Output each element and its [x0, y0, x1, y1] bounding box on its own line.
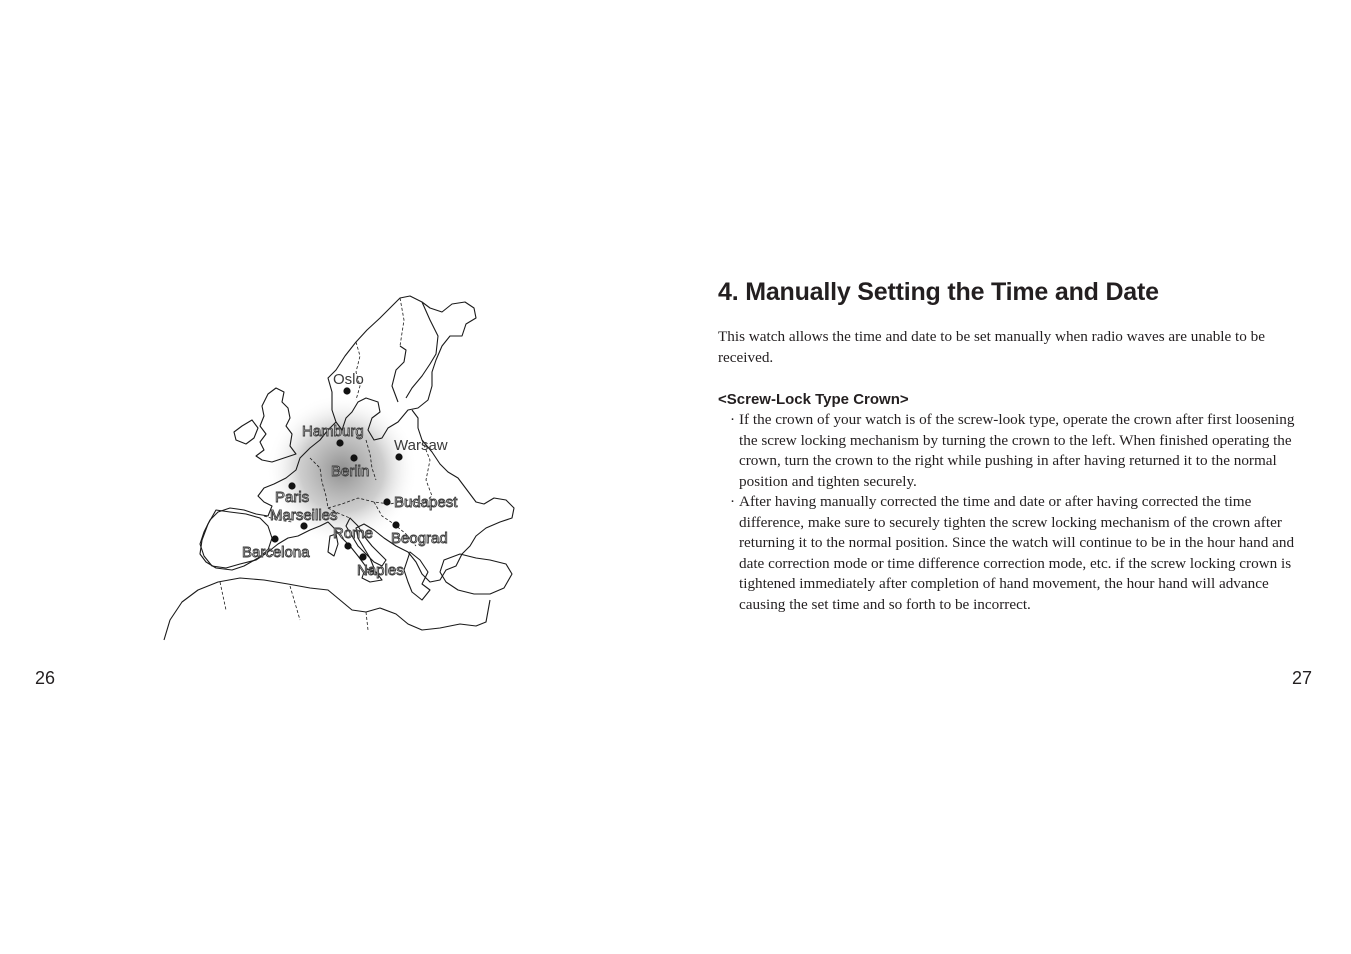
- turkey-outline: [440, 554, 512, 594]
- list-item: [718, 492, 1306, 615]
- city-dot-hamburg: [336, 439, 343, 446]
- africa-outline: [164, 578, 490, 640]
- manual-setting-section: [718, 274, 1306, 615]
- city-label-paris: Paris: [275, 489, 310, 506]
- iberia-outline: [200, 510, 272, 570]
- page-number-left: 26: [35, 668, 56, 688]
- city-label-hamburg: Hamburg: [302, 423, 364, 440]
- city-label-budapest: Budapest: [394, 494, 458, 511]
- city-label-berlin: Berlin: [331, 463, 370, 480]
- border-africa: [220, 582, 368, 630]
- bullet-mark: ·: [730, 411, 736, 428]
- intro-paragraph: This watch allows the time and date to be set manually when radio waves are unable to be received.: [718, 328, 1265, 366]
- ireland-outline: [234, 420, 258, 444]
- city-dot-rome: [344, 542, 351, 549]
- city-label-oslo: Oslo: [333, 371, 364, 388]
- city-dot-barcelona: [271, 535, 278, 542]
- border-sweden-finland: [400, 298, 404, 346]
- finland-outline: [392, 302, 438, 402]
- list-item: [718, 410, 1306, 492]
- city-dot-berlin: [350, 454, 357, 461]
- city-label-naples: Naples: [357, 562, 404, 579]
- instruction-text: After having manually corrected the time and date or after having corrected the time difference, make sure to securely tighten the screw locking mechanism of the crown after returning it to the normal position. Since the watch will continue to be in the hour hand and date correction mode or time difference correction mode, etc. if the screw locking crown is tightened immediately after completion of hand movement, the hour hand will advance causing the set time and so forth to be incorrect.: [739, 493, 1295, 613]
- screw-lock-subheading: <Screw-Lock Type Crown>: [718, 391, 909, 408]
- city-dot-budapest: [383, 498, 390, 505]
- greece-outline: [404, 552, 430, 600]
- city-label-rome: Rome: [333, 525, 374, 542]
- city-label-beograd: Beograd: [391, 530, 448, 547]
- instruction-text: If the crown of your watch is of the screw-look type, operate the crown after first loosening the screw locking mechanism by turning the crown to the left. When finished operating the crown, turn the crown to the right while pushing in after having returned it to the normal position and tighten securely.: [739, 411, 1295, 490]
- city-label-marseilles: Marseilles: [270, 507, 338, 524]
- instruction-list: [718, 410, 1306, 615]
- city-label-barcelona: Barcelona: [242, 544, 310, 561]
- city-dot-oslo: [343, 387, 350, 394]
- city-label-warsaw: Warsaw: [394, 437, 448, 454]
- city-dot-naples: [359, 553, 366, 560]
- page-number-right: 27: [1292, 668, 1313, 688]
- europe-map: [160, 290, 520, 650]
- city-dot-warsaw: [395, 453, 402, 460]
- city-dot-beograd: [392, 521, 399, 528]
- bullet-mark: ·: [730, 493, 736, 510]
- section-title: 4. Manually Setting the Time and Date: [718, 278, 1159, 306]
